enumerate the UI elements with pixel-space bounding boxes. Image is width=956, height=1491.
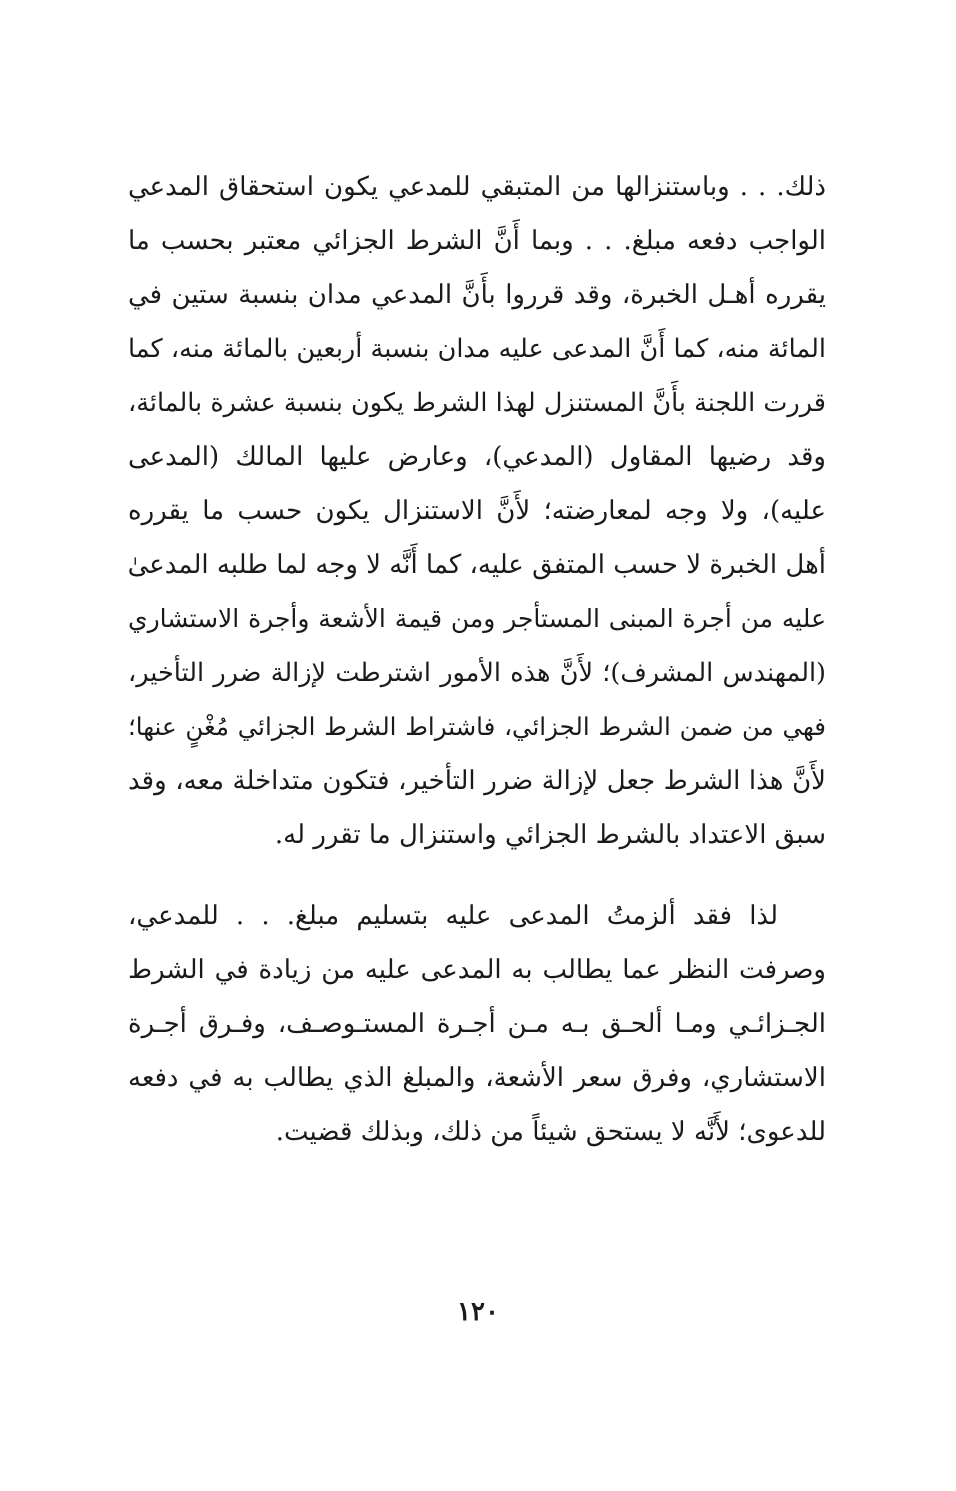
paragraph-2-line-1: لذا فقد ألزمتُ المدعى عليه بتسليم مبلغ. . . للمدعي،	[128, 901, 778, 931]
paragraph-2	[128, 889, 826, 1159]
paragraph-1-line-3: يقرره أهـل الخبرة، وقد قرروا بأَنَّ المدعي مدان بنسبة ستين في	[128, 280, 826, 310]
paragraph-2-line-4: الاستشاري، وفرق سعر الأشعة، والمبلغ الذي يطالب به في دفعه	[128, 1063, 826, 1093]
page-number: ١٢٠	[457, 1297, 499, 1327]
paragraph-1-line-11: فهي من ضمن الشرط الجزائي، فاشتراط الشرط الجزائي مُغْنٍ عنها؛	[128, 712, 826, 741]
paragraph-1-line-13: سبق الاعتداد بالشرط الجزائي واستنزال ما تقرر له.	[274, 820, 826, 850]
paragraph-2-line-3: الجـزائـي ومـا ألحـق بـه مـن أجـرة المستـوصـف، وفـرق أجـرة	[128, 1009, 826, 1039]
paragraph-2-line-5: للدعوى؛ لأَنَّه لا يستحق شيئاً من ذلك، وبذلك قضيت.	[275, 1117, 826, 1147]
paragraph-1-line-1: ذلك. . . وباستنزالها من المتبقي للمدعي يكون استحقاق المدعي	[128, 172, 826, 202]
paragraph-2-line-2: وصرفت النظر عما يطالب به المدعى عليه من زيادة في الشرط	[128, 955, 826, 985]
paragraph-1	[128, 160, 826, 862]
paragraph-1-line-9: عليه من أجرة المبنى المستأجر ومن قيمة الأشعة وأجرة الاستشاري	[128, 604, 826, 633]
paragraph-1-line-7: عليه)، ولا وجه لمعارضته؛ لأَنَّ الاستنزال يكون حسب ما يقرره	[128, 496, 826, 526]
paragraph-1-line-12: لأَنَّ هذا الشرط جعل لإزالة ضرر التأخير، فتكون متداخلة معه، وقد	[128, 766, 826, 796]
paragraph-1-line-2: الواجب دفعه مبلغ. . . وبما أَنَّ الشرط الجزائي معتبر بحسب ما	[128, 226, 826, 256]
paragraph-1-line-10: (المهندس المشرف)؛ لأَنَّ هذه الأمور اشترطت لإزالة ضرر التأخير،	[128, 658, 826, 688]
paragraph-1-line-4: المائة منه، كما أَنَّ المدعى عليه مدان بنسبة أربعين بالمائة منه، كما	[128, 334, 826, 364]
paragraph-1-line-8: أهل الخبرة لا حسب المتفق عليه، كما أَنَّه لا وجه لما طلبه المدعىٰ	[128, 550, 826, 580]
paragraph-1-line-5: قررت اللجنة بأَنَّ المستنزل لهذا الشرط يكون بنسبة عشرة بالمائة،	[128, 388, 826, 418]
paragraph-1-line-6: وقد رضيها المقاول (المدعي)، وعارض عليها المالك (المدعى	[128, 442, 826, 472]
